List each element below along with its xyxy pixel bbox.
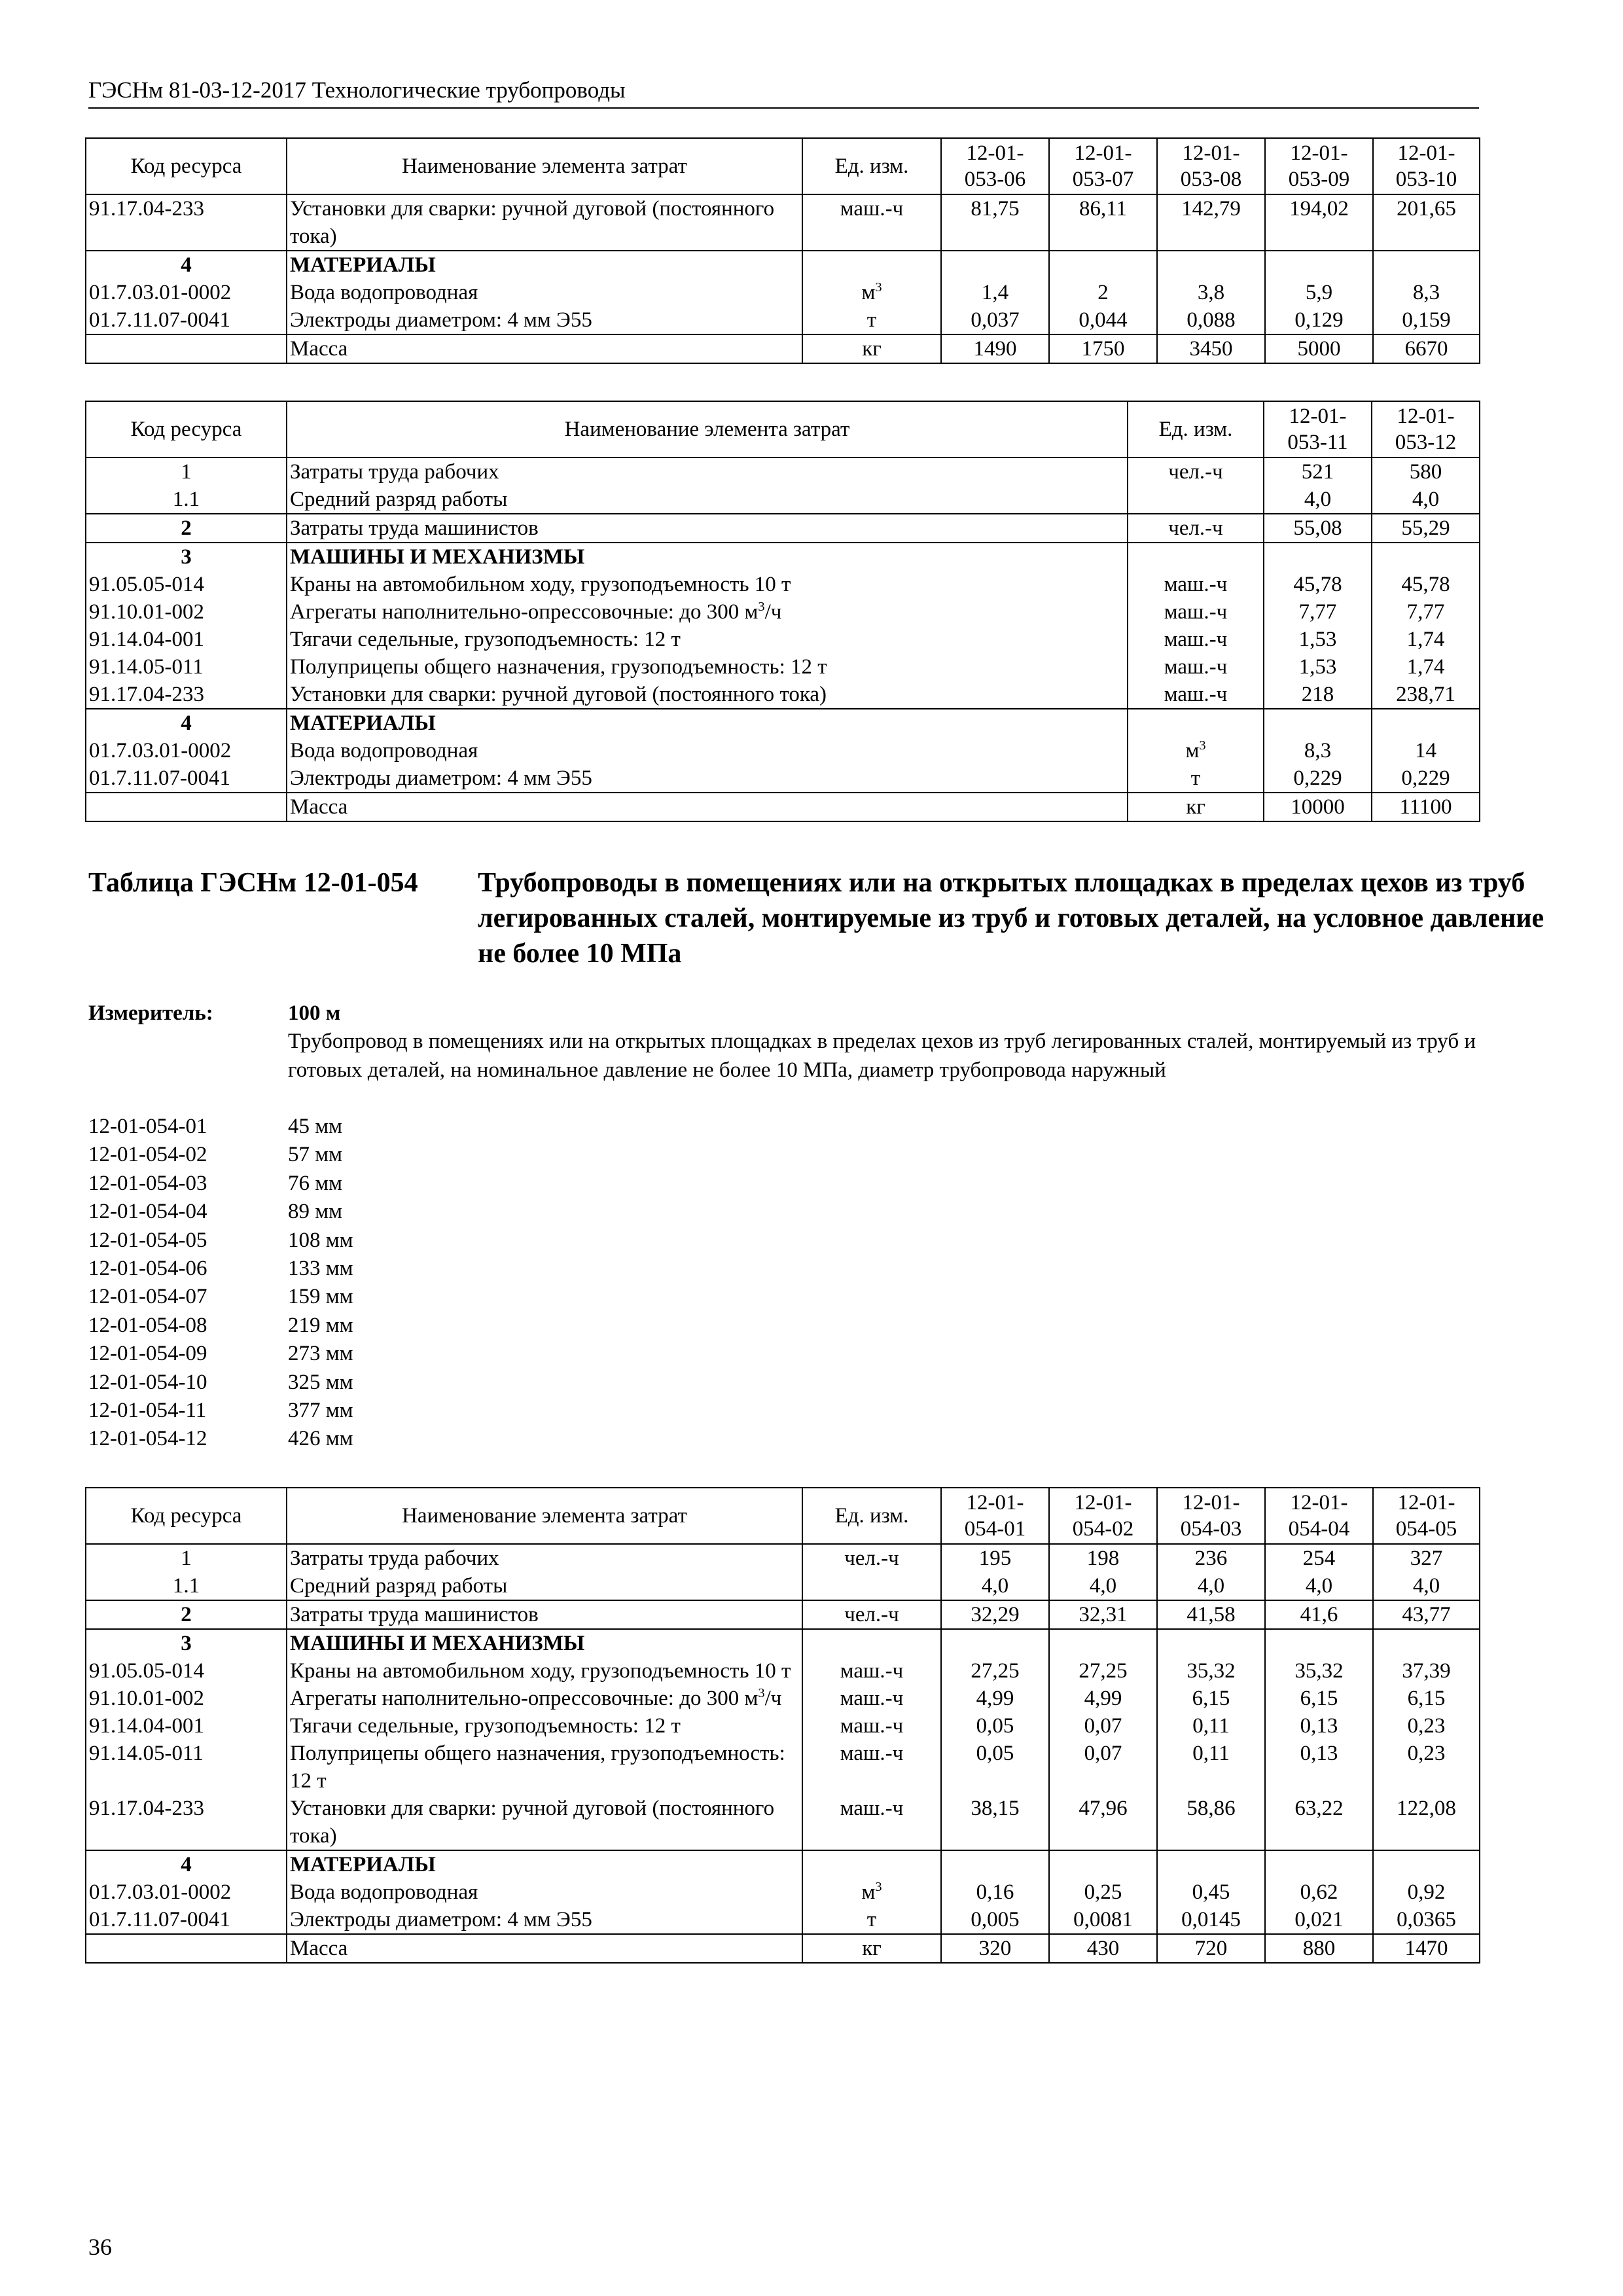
col-header-unit: Ед. изм. xyxy=(802,1488,941,1544)
list-item: 12-01-054-08 219 мм xyxy=(88,1313,353,1337)
section-label: Таблица ГЭСНм 12-01-054 xyxy=(88,868,418,898)
list-item: 12-01-054-06 133 мм xyxy=(88,1257,353,1281)
col-header: 12-01- 053-06 xyxy=(941,138,1049,194)
table-row: 1 Затраты труда рабочих чел.-ч 195 198 236 254 327 xyxy=(86,1544,1480,1572)
col-header: 12-01- 053-10 xyxy=(1373,138,1480,194)
table-row: 91.14.04-001 Тягачи седельные, грузоподъемность: 12 т маш.-ч 1,53 1,74 xyxy=(86,626,1480,653)
table-row: 1.1 Средний разряд работы 4,0 4,0 4,0 4,0 4,0 xyxy=(86,1572,1480,1600)
table-row-mass: Масса кг 320 430 720 880 1470 xyxy=(86,1934,1480,1963)
table-row: 2 Затраты труда машинистов чел.-ч 32,29 32,31 41,58 41,6 43,77 xyxy=(86,1600,1480,1629)
table-row: 4 МАТЕРИАЛЫ xyxy=(86,1850,1480,1878)
table-row: 3 МАШИНЫ И МЕХАНИЗМЫ xyxy=(86,543,1480,571)
col-header: 12-01- 054-04 xyxy=(1265,1488,1373,1544)
col-header-name: Наименование элемента затрат xyxy=(287,401,1128,457)
col-header-unit: Ед. изм. xyxy=(802,138,941,194)
page-header: ГЭСНм 81-03-12-2017 Технологические трубопроводы xyxy=(88,77,1479,109)
col-header-code: Код ресурса xyxy=(86,138,287,194)
col-header: 12-01- 053-07 xyxy=(1049,138,1157,194)
col-header: 12-01- 053-11 xyxy=(1264,401,1372,457)
table-row: 01.7.11.07-0041 Электроды диаметром: 4 мм Э55 т 0,229 0,229 xyxy=(86,764,1480,793)
col-header-code: Код ресурса xyxy=(86,1488,287,1544)
table-row: 91.17.04-233 Установки для сварки: ручной дуговой (постоянного тока) маш.-ч 218 238,71 xyxy=(86,681,1480,709)
table-053-continued xyxy=(85,137,1480,364)
table-054 xyxy=(85,1487,1480,1964)
list-item: 12-01-054-04 89 мм xyxy=(88,1200,343,1224)
table-row: 91.17.04-233 Установки для сварки: ручной дуговой (постоянного тока) маш.-ч 38,15 47,96 58,86 63,22 122,08 xyxy=(86,1795,1480,1850)
table-row: 91.14.04-001 Тягачи седельные, грузоподъемность: 12 т маш.-ч 0,05 0,07 0,11 0,13 0,23 xyxy=(86,1712,1480,1740)
table-row: 91.14.05-011 Полуприцепы общего назначения, грузоподъемность: 12 т маш.-ч 0,05 0,07 0,11 0,13 0,23 xyxy=(86,1740,1480,1795)
table-row-mass: Масса кг 1490 1750 3450 5000 6670 xyxy=(86,334,1480,363)
table-row: 91.10.01-002 Агрегаты наполнительно-опрессовочные: до 300 $м^3/ч$ маш.-ч 7,77 7,77 xyxy=(86,598,1480,626)
table-row: 1 Затраты труда рабочих чел.-ч 521 580 xyxy=(86,457,1480,486)
list-item: 12-01-054-01 45 мм xyxy=(88,1115,343,1138)
col-header: 12-01- 053-09 xyxy=(1265,138,1373,194)
section-heading: Трубопроводы в помещениях или на открытых площадках в пределах цехов из труб легированных сталей, монтируемые из труб и готовых деталей, на условное давление не более 10 МПа xyxy=(478,868,1544,969)
table-row: 01.7.03.01-0002 Вода водопроводная $м^3$ 1,4 2 3,8 5,9 8,3 xyxy=(86,279,1480,306)
col-header-name: Наименование элемента затрат xyxy=(287,1488,802,1544)
col-header: 12-01- 054-05 xyxy=(1373,1488,1480,1544)
list-item: 12-01-054-12 426 мм xyxy=(88,1427,353,1451)
meter-description: Трубопровод в помещениях или на открытых площадках в пределах цехов из труб легированных сталей, монтируемый из труб и готовых деталей, на номинальное давление не более 10 МПа, диаметр трубопровода наружный xyxy=(288,1030,1476,1082)
table-row: 2 Затраты труда машинистов чел.-ч 55,08 55,29 xyxy=(86,514,1480,543)
table-053-cols-11-12 xyxy=(85,401,1480,822)
col-header-name: Наименование элемента затрат xyxy=(287,138,802,194)
table-row: 91.05.05-014 Краны на автомобильном ходу, грузоподъемность 10 т маш.-ч 45,78 45,78 xyxy=(86,571,1480,598)
list-item: 12-01-054-02 57 мм xyxy=(88,1143,343,1167)
list-item: 12-01-054-11 377 мм xyxy=(88,1399,353,1423)
list-item: 12-01-054-05 108 мм xyxy=(88,1228,353,1252)
col-header: 12-01- 054-01 xyxy=(941,1488,1049,1544)
table-row: 91.17.04-233 Установки для сварки: ручной дуговой (постоянного тока) маш.-ч 81,75 86,11 142,79 194,02 201,65 xyxy=(86,194,1480,251)
diameter-list xyxy=(88,1113,612,1454)
list-item: 12-01-054-03 76 мм xyxy=(88,1171,343,1195)
col-header: 12-01- 053-12 xyxy=(1372,401,1480,457)
col-header: 12-01- 054-02 xyxy=(1049,1488,1157,1544)
col-header-code: Код ресурса xyxy=(86,401,287,457)
table-row: 4 МАТЕРИАЛЫ xyxy=(86,709,1480,737)
list-item: 12-01-054-07 159 мм xyxy=(88,1285,353,1309)
table-row: 3 МАШИНЫ И МЕХАНИЗМЫ xyxy=(86,1629,1480,1657)
list-item: 12-01-054-10 325 мм xyxy=(88,1370,353,1394)
page-number: 36 xyxy=(88,2234,112,2260)
table-row-mass: Масса кг 10000 11100 xyxy=(86,793,1480,821)
col-header-unit: Ед. изм. xyxy=(1128,401,1264,457)
table-row: 4 МАТЕРИАЛЫ xyxy=(86,251,1480,279)
table-row: 1.1 Средний разряд работы 4,0 4,0 xyxy=(86,486,1480,514)
table-row: 01.7.03.01-0002 Вода водопроводная $м^3$ 0,16 0,25 0,45 0,62 0,92 xyxy=(86,1878,1480,1906)
col-header: 12-01- 053-08 xyxy=(1157,138,1265,194)
table-row: 01.7.03.01-0002 Вода водопроводная $м^3$ 8,3 14 xyxy=(86,737,1480,764)
table-row: 01.7.11.07-0041 Электроды диаметром: 4 мм Э55 т 0,037 0,044 0,088 0,129 0,159 xyxy=(86,306,1480,334)
list-item: 12-01-054-09 273 мм xyxy=(88,1342,353,1366)
table-row: 91.10.01-002 Агрегаты наполнительно-опрессовочные: до 300 $м^3/ч$ маш.-ч 4,99 4,99 6,15 6,15 6,15 xyxy=(86,1685,1480,1712)
meter-value: 100 м xyxy=(288,1001,341,1025)
table-row: 01.7.11.07-0041 Электроды диаметром: 4 мм Э55 т 0,005 0,0081 0,0145 0,021 0,0365 xyxy=(86,1906,1480,1934)
meter-label: Измеритель: xyxy=(88,1001,213,1025)
col-header: 12-01- 054-03 xyxy=(1157,1488,1265,1544)
table-row: 91.05.05-014 Краны на автомобильном ходу, грузоподъемность 10 т маш.-ч 27,25 27,25 35,32 35,32 37,39 xyxy=(86,1657,1480,1685)
table-row: 91.14.05-011 Полуприцепы общего назначения, грузоподъемность: 12 т маш.-ч 1,53 1,74 xyxy=(86,653,1480,681)
